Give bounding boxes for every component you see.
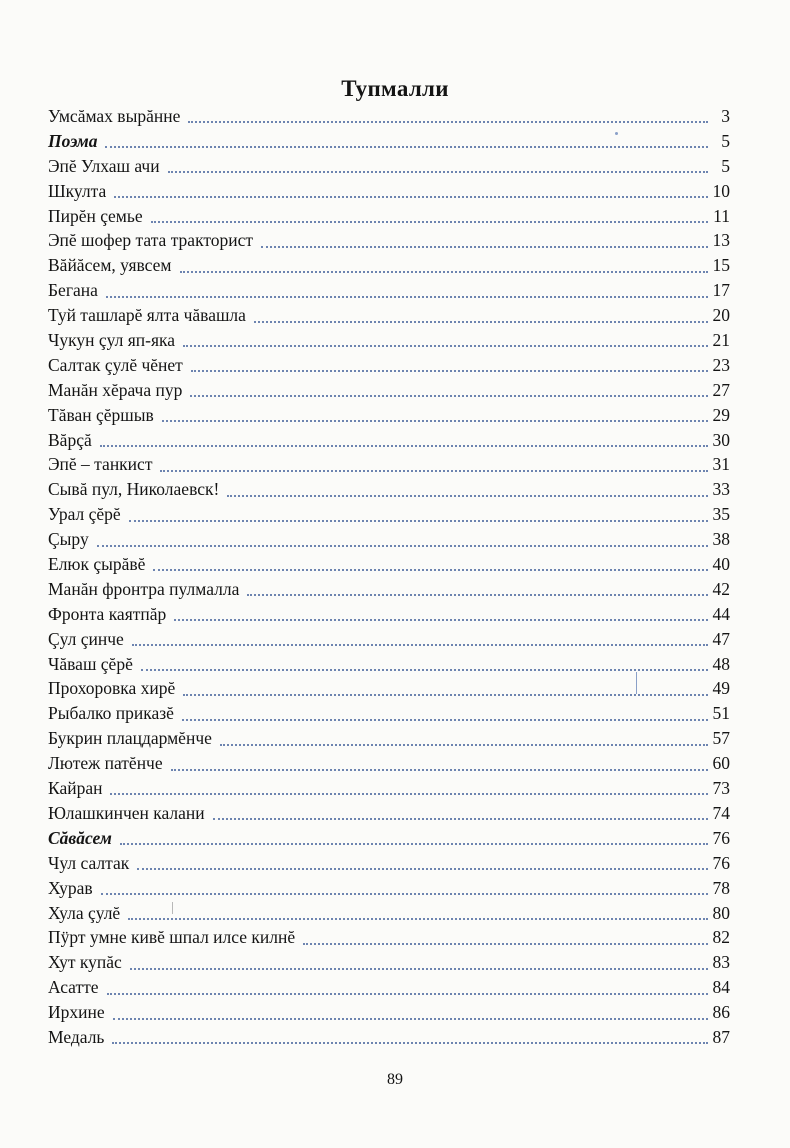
toc-entry-title: Хула çулĕ xyxy=(48,902,121,923)
toc-page-number: 15 xyxy=(712,255,730,276)
toc-entry xyxy=(48,1025,730,1050)
toc-entry-title: Шкулта xyxy=(48,180,107,201)
toc-entry xyxy=(48,278,730,303)
toc-entry xyxy=(48,701,730,726)
dot-leader xyxy=(151,221,708,223)
dot-leader xyxy=(100,445,708,447)
toc-page-number: 38 xyxy=(712,529,730,550)
toc-entry xyxy=(48,726,730,751)
toc-page-number: 57 xyxy=(712,728,730,749)
toc-entry xyxy=(48,378,730,403)
toc-page-number: 40 xyxy=(712,554,730,575)
toc-section-heading xyxy=(48,129,730,154)
toc-entry-title: Чул салтак xyxy=(48,852,130,873)
toc-page-number: 83 xyxy=(712,952,730,973)
toc-entry xyxy=(48,950,730,975)
toc-entry-title: Ирхине xyxy=(48,1002,105,1023)
dot-leader xyxy=(168,171,708,173)
dot-leader xyxy=(153,569,708,571)
toc-page-number: 29 xyxy=(712,404,730,425)
toc-page-number: 78 xyxy=(712,877,730,898)
scan-speck xyxy=(636,672,637,694)
toc-page-number: 10 xyxy=(712,180,730,201)
dot-leader xyxy=(120,843,708,845)
toc-page-number: 17 xyxy=(712,280,730,301)
toc-entry xyxy=(48,104,730,129)
dot-leader xyxy=(141,669,708,671)
dot-leader xyxy=(227,495,708,497)
dot-leader xyxy=(183,345,708,347)
toc-page-number: 23 xyxy=(712,354,730,375)
toc-entry xyxy=(48,303,730,328)
toc-entry xyxy=(48,975,730,1000)
toc-entry-title: Букрин плацдармĕнче xyxy=(48,728,212,749)
toc-entry xyxy=(48,751,730,776)
toc-page-number: 60 xyxy=(712,753,730,774)
toc-section-heading xyxy=(48,826,730,851)
toc-entry xyxy=(48,652,730,677)
toc-entry-title: Эпĕ шофер тата тракторист xyxy=(48,230,254,251)
toc-entry xyxy=(48,577,730,602)
scan-speck xyxy=(615,132,618,135)
toc-page-number: 76 xyxy=(712,827,730,848)
toc-entry-title: Пÿрт умне кивĕ шпал илсе килнĕ xyxy=(48,927,296,948)
toc-page-number: 74 xyxy=(712,802,730,823)
dot-leader xyxy=(114,196,708,198)
toc-entry-title: Елюк çырăвĕ xyxy=(48,554,146,575)
dot-leader xyxy=(101,893,708,895)
dot-leader xyxy=(110,793,708,795)
dot-leader xyxy=(182,719,708,721)
dot-leader xyxy=(113,1018,708,1020)
toc-entry-title: Тăван çĕршыв xyxy=(48,404,154,425)
toc-entry-title: Кайран xyxy=(48,778,103,799)
toc-entry-title: Чукун çул яп-яка xyxy=(48,330,176,351)
page-title: Тупмалли xyxy=(341,76,449,101)
dot-leader xyxy=(162,420,708,422)
toc-entry-title: Туй ташларĕ ялта чăвашла xyxy=(48,305,246,326)
dot-leader xyxy=(130,968,708,970)
toc-entry-title: Лютеж патĕнче xyxy=(48,753,163,774)
toc-entry xyxy=(48,502,730,527)
dot-leader xyxy=(261,246,708,248)
toc-entry-title: Умсăмах вырăнне xyxy=(48,106,181,126)
toc-page-number: 76 xyxy=(712,852,730,873)
toc-entry xyxy=(48,353,730,378)
toc-entry-title: Вăрçă xyxy=(48,429,92,450)
dot-leader xyxy=(112,1042,708,1044)
toc-entry-title: Фронта каятпăр xyxy=(48,603,167,624)
toc-entry xyxy=(48,1000,730,1025)
toc-page-number: 51 xyxy=(712,703,730,724)
toc-entry xyxy=(48,477,730,502)
dot-leader xyxy=(303,943,708,945)
toc-entry xyxy=(48,901,730,926)
toc-entry xyxy=(48,602,730,627)
table-of-contents xyxy=(48,104,730,1050)
toc-page-number: 11 xyxy=(713,205,730,226)
dot-leader xyxy=(180,271,709,273)
toc-page-number: 84 xyxy=(712,977,730,998)
toc-page-number: 35 xyxy=(712,504,730,525)
dot-leader xyxy=(107,993,708,995)
toc-page-number: 31 xyxy=(712,454,730,475)
toc-entry xyxy=(48,428,730,453)
dot-leader xyxy=(254,321,708,323)
toc-page-number: 3 xyxy=(721,106,730,126)
toc-entry-title: Çул çинче xyxy=(48,628,124,649)
dot-leader xyxy=(174,619,708,621)
toc-entry xyxy=(48,204,730,229)
toc-entry xyxy=(48,253,730,278)
dot-leader xyxy=(191,370,708,372)
toc-entry xyxy=(48,925,730,950)
dot-leader xyxy=(247,594,708,596)
toc-page-number: 5 xyxy=(721,155,730,176)
dot-leader xyxy=(220,744,708,746)
toc-page-number: 82 xyxy=(712,927,730,948)
toc-entry-title: Пирĕн çемье xyxy=(48,205,143,226)
toc-entry xyxy=(48,328,730,353)
dot-leader xyxy=(129,520,708,522)
toc-page-number: 33 xyxy=(712,479,730,500)
toc-entry-title: Хурав xyxy=(48,877,93,898)
toc-entry-title: Хут купăс xyxy=(48,952,122,973)
toc-entry xyxy=(48,228,730,253)
toc-entry-title: Асатте xyxy=(48,977,99,998)
toc-page-number: 5 xyxy=(721,130,730,151)
toc-page-number: 87 xyxy=(712,1026,730,1047)
dot-leader xyxy=(160,470,708,472)
toc-entry xyxy=(48,154,730,179)
scan-speck xyxy=(172,902,173,914)
toc-entry-title: Сăвăсем xyxy=(48,827,112,848)
toc-entry-title: Бегана xyxy=(48,280,98,301)
toc-entry-title: Медаль xyxy=(48,1026,105,1047)
toc-page-number: 48 xyxy=(712,653,730,674)
toc-entry-title: Çыру xyxy=(48,529,89,550)
dot-leader xyxy=(213,818,708,820)
toc-entry xyxy=(48,179,730,204)
dot-leader xyxy=(97,545,708,547)
toc-page-number: 13 xyxy=(712,230,730,251)
toc-entry xyxy=(48,876,730,901)
toc-entry xyxy=(48,527,730,552)
toc-page-number: 30 xyxy=(712,429,730,450)
toc-entry-title: Салтак çулĕ чĕнет xyxy=(48,354,183,375)
toc-page-number: 80 xyxy=(712,902,730,923)
toc-page-number: 27 xyxy=(712,379,730,400)
dot-leader xyxy=(183,694,708,696)
toc-entry-title: Эпĕ Улхаш ачи xyxy=(48,155,160,176)
toc-entry-title: Манăн хĕрача пур xyxy=(48,379,183,400)
toc-page-number: 42 xyxy=(712,578,730,599)
toc-entry-title: Чăваш çĕрĕ xyxy=(48,653,133,674)
toc-entry-title: Юлашкинчен калани xyxy=(48,802,205,823)
toc-entry-title: Вăйăсем, уявсем xyxy=(48,255,172,276)
toc-entry xyxy=(48,801,730,826)
dot-leader xyxy=(171,769,708,771)
dot-leader xyxy=(106,296,708,298)
toc-entry xyxy=(48,452,730,477)
toc-page-number: 20 xyxy=(712,305,730,326)
toc-entry-title: Рыбалко приказĕ xyxy=(48,703,174,724)
toc-page-number: 44 xyxy=(712,603,730,624)
toc-entry-title: Эпĕ – танкист xyxy=(48,454,153,475)
toc-page-number: 21 xyxy=(712,330,730,351)
dot-leader xyxy=(190,395,708,397)
toc-entry xyxy=(48,676,730,701)
toc-entry-title: Манăн фронтра пулмалла xyxy=(48,578,240,599)
dot-leader xyxy=(132,644,708,646)
toc-page-number: 86 xyxy=(712,1002,730,1023)
toc-entry xyxy=(48,627,730,652)
toc-page-number: 73 xyxy=(712,778,730,799)
toc-entry xyxy=(48,552,730,577)
dot-leader xyxy=(128,918,708,920)
page-number: 89 xyxy=(387,1071,403,1088)
toc-entry-title: Урал çĕрĕ xyxy=(48,504,121,525)
toc-entry-title: Прохоровка хирĕ xyxy=(48,678,176,699)
toc-entry xyxy=(48,851,730,876)
toc-entry-title: Сывă пул, Николаевск! xyxy=(48,479,220,500)
toc-entry-title: Поэма xyxy=(48,130,98,151)
dot-leader xyxy=(105,146,708,148)
toc-entry xyxy=(48,776,730,801)
dot-leader xyxy=(188,121,708,123)
dot-leader xyxy=(137,868,708,870)
toc-entry xyxy=(48,403,730,428)
toc-page-number: 49 xyxy=(712,678,730,699)
toc-page-number: 47 xyxy=(712,628,730,649)
